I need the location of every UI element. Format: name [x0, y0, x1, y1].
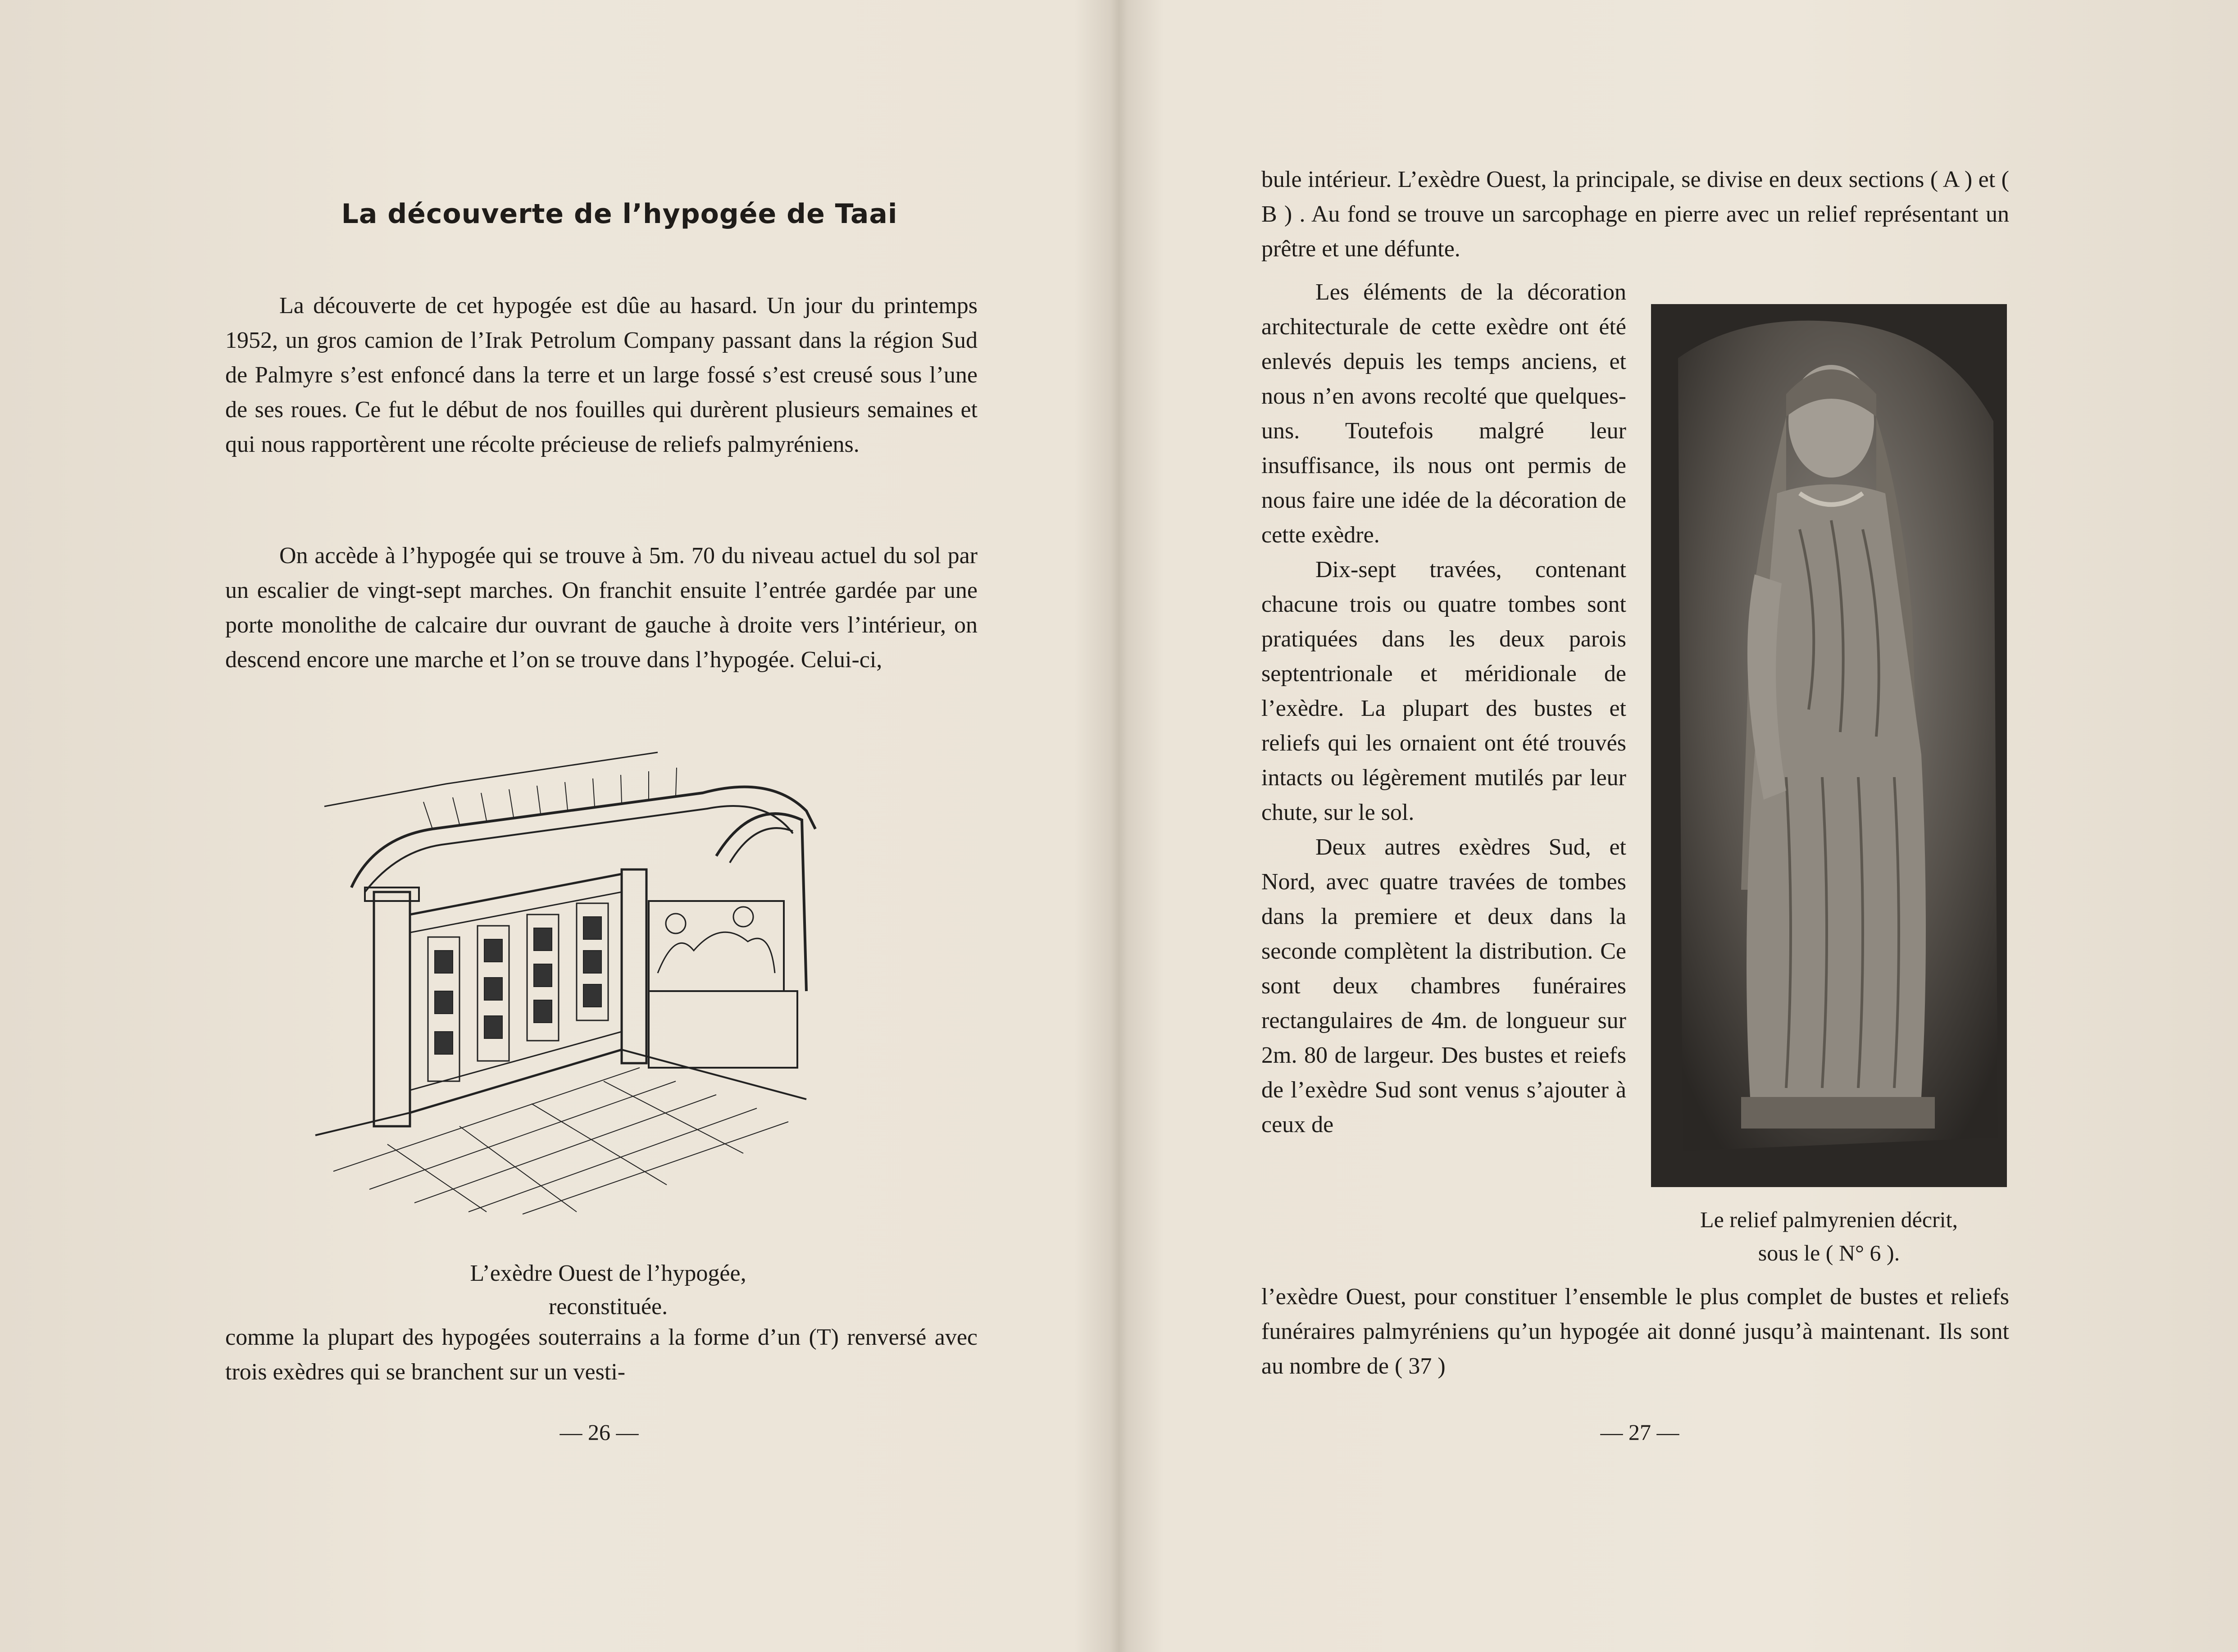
photo-caption-line-2: sous le ( N° 6 ).: [1758, 1240, 1900, 1265]
relief-photograph: [1651, 304, 2007, 1187]
page-number-left: — 26 —: [560, 1420, 639, 1445]
photo-caption: [1640, 1203, 2018, 1270]
paragraph-discovery: La découverte de cet hypogée est dûe au hasard. Un jour du printemps 1952, un gros camion de l’Irak Petrolum Company passant dans la région Sud de Palmyre s’est enfoncé dans la terre et un large fossé s’est creusé sous l’une de ses roues. Ce fut le début de nos fouilles qui durèrent plusieurs semaines et qui nous rapportèrent une récolte précieuse de reliefs palmyréniens.: [225, 293, 978, 457]
page-title: La découverte de l’hypogée de Taai: [341, 198, 898, 230]
paragraph-hypogee-shape: comme la plupart des hypogées souterrains a la forme d’un (T) renversé avec trois exèdres qui se branchent sur un vesti-: [225, 1324, 978, 1385]
paragraph-travees: Dix-sept travées, contenant chacune trois ou quatre tombes sont pratiquées dans les deux parois septentrionale et méridionale de l’exèdre. La plupart des bustes et reliefs qui les ornaient ont été trouvés intacts ou légèrement mutilés par leur chute, sur le sol.: [1261, 557, 1626, 825]
paragraph-other-exedras: Deux autres exèdres Sud, et Nord, avec quatre travées de tombes dans la premiere et deux dans la seconde complètent la distribution. Ce sont deux chambres funéraires rectangulaires de 4m. de longueur sur 2m. 80 de largeur. Des bustes et reiefs de l’exèdre Sud sont venus s’ajouter à ceux de: [1261, 834, 1626, 1138]
relief-figure: [1651, 304, 2007, 1187]
caption-line-1: L’exèdre Ouest de l’hypogée,: [470, 1261, 746, 1286]
paragraph-decoration: Les éléments de la décoration architecturale de cette exèdre ont été enlevés depuis les temps anciens, et nous n’en avons recolté que quelques-uns. Toutefois malgré leur insuffisance, ils nous ont permis de nous faire une idée de la décoration de cette exèdre.: [1261, 279, 1626, 548]
page-number-right: — 27 —: [1600, 1420, 1679, 1445]
caption-line-2: reconstituée.: [548, 1294, 668, 1320]
paragraph-ensemble: l’exèdre Ouest, pour constituer l’ensemble le plus complet de bustes et reliefs funéraires palmyréniens qu’un hypogée ait donné jusqu’à maintenant. Ils sont au nombre de ( 37 ): [1261, 1284, 2009, 1379]
text-column: [1261, 275, 1626, 1142]
hypogee-exedra-illustration: [297, 739, 851, 1216]
paragraph-exedra-west: bule intérieur. L’exèdre Ouest, la principale, se divise en deux sections ( A ) et ( B ) . Au fond se trouve un sarcophage en pierre avec un relief représentant un prêtre et une défunte.: [1261, 167, 2009, 262]
paragraph-access: On accède à l’hypogée qui se trouve à 5m. 70 du niveau actuel du sol par un escalier de vingt-sept marches. On franchit ensuite l’entrée gardée par une porte monolithe de calcaire dur ouvrant de gauche à droite vers l’intérieur, on descend encore une marche et l’on se trouve dans l’hypogée. Celui-ci,: [225, 543, 978, 673]
illustration-caption: [315, 1257, 901, 1324]
photo-caption-line-1: Le relief palmyrenien décrit,: [1700, 1207, 1958, 1232]
